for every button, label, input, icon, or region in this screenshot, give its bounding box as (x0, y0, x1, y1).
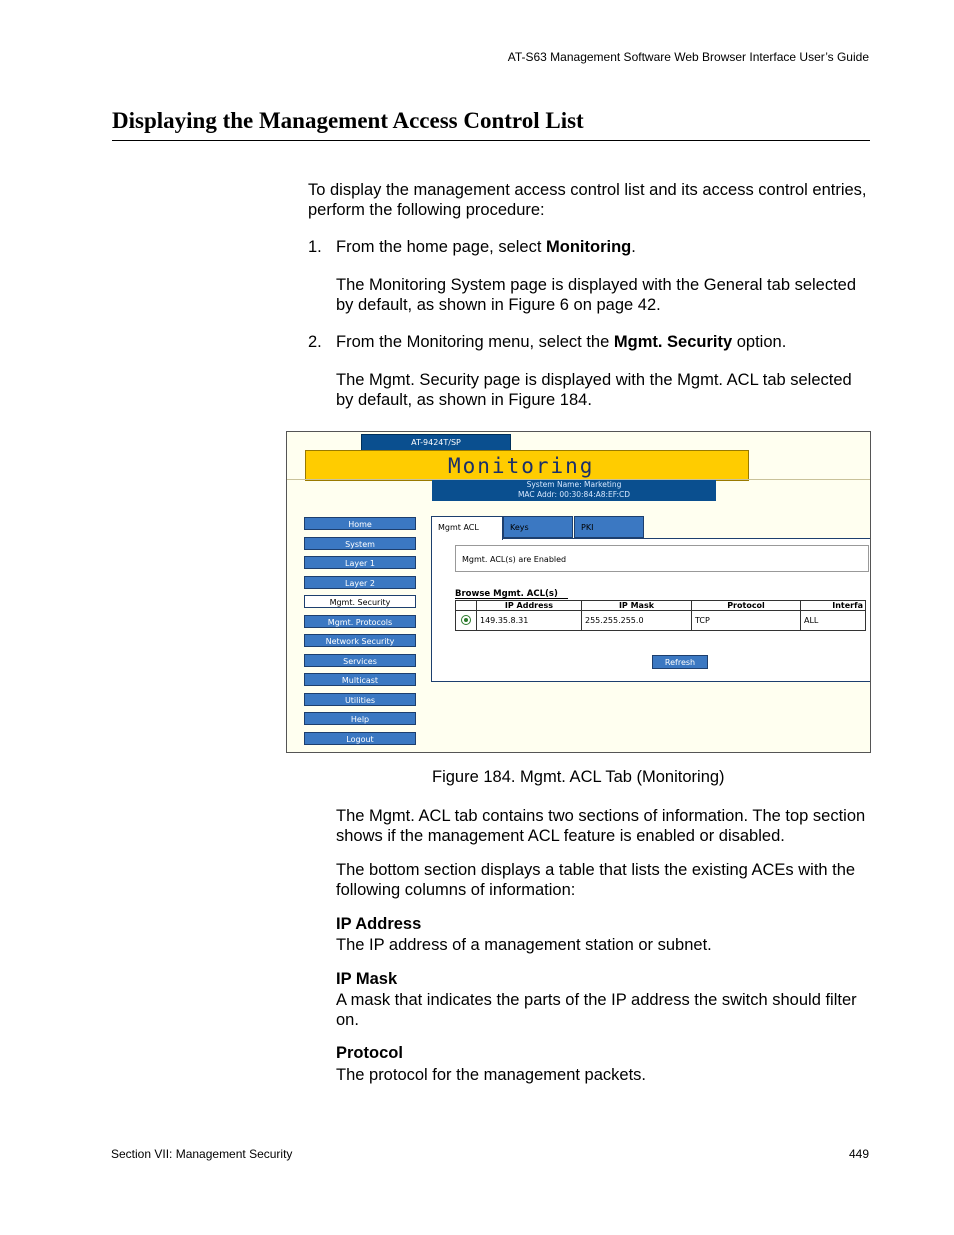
browse-underline (455, 598, 568, 599)
table-row (456, 611, 866, 631)
figure-caption: Figure 184. Mgmt. ACL Tab (Monitoring) (432, 768, 725, 786)
cell-protocol: TCP (692, 611, 801, 631)
mac-address: MAC Addr: 00:30:84:A8:EF:CD (517, 490, 631, 499)
acl-status: Mgmt. ACL(s) are Enabled (455, 545, 869, 572)
nav-layer2[interactable]: Layer 2 (304, 576, 416, 589)
nav-home[interactable]: Home (304, 517, 416, 530)
tab-pki[interactable]: PKI (574, 516, 644, 538)
section-heading: Displaying the Management Access Control List (112, 108, 584, 133)
nav-utilities[interactable]: Utilities (304, 693, 416, 706)
row-select[interactable] (456, 611, 477, 631)
cell-interface: ALL (801, 611, 866, 631)
nav-layer1[interactable]: Layer 1 (304, 556, 416, 569)
tab-keys[interactable]: Keys (503, 516, 573, 538)
document-title: AT-S63 Management Software Web Browser Interface User’s Guide (507, 50, 869, 64)
nav-mgmt-protocols[interactable]: Mgmt. Protocols (304, 615, 416, 628)
column-header: Interfa (801, 601, 866, 611)
banner-title: Monitoring (448, 454, 595, 478)
nav-network-security[interactable]: Network Security (304, 634, 416, 647)
figure-screenshot (286, 431, 871, 753)
cell-ip-address: 149.35.8.31 (477, 611, 582, 631)
nav-help[interactable]: Help (304, 712, 416, 725)
step-text: From the Monitoring menu, select the Mgmt. Security option. (336, 333, 787, 351)
paragraph-bottom-section: The bottom section displays a table that lists the existing ACEs with the following columns of information: (336, 861, 856, 899)
nav-mgmt-security[interactable]: Mgmt. Security (304, 595, 416, 608)
model-label: AT-9424T/SP (361, 434, 511, 451)
page-number: 449 (848, 1147, 869, 1161)
step-number: 2. (308, 333, 322, 351)
column-header: IP Mask (582, 601, 692, 611)
browse-label: Browse Mgmt. ACL(s) (455, 589, 558, 599)
monitoring-banner (305, 450, 749, 481)
step-bold: Monitoring (546, 238, 632, 256)
intro-paragraph: To display the management access control list and its access control entries, perform the following procedure: (308, 181, 867, 219)
paragraph-top-section: The Mgmt. ACL tab contains two sections of information. The top section shows if the management ACL feature is enabled or disabled. (336, 807, 866, 845)
radio-selected-icon[interactable] (461, 615, 471, 625)
cell-ip-mask: 255.255.255.0 (582, 611, 692, 631)
step-bold: Mgmt. Security (613, 333, 733, 351)
column-header: IP Address (477, 601, 582, 611)
desc-ip-address: The IP address of a management station or subnet. (336, 936, 712, 954)
tab-mgmt-acl[interactable]: Mgmt ACL (431, 516, 503, 540)
acl-table (455, 600, 866, 631)
step-result: The Mgmt. Security page is displayed with the Mgmt. ACL tab selected by default, as shown in Figure 184. (336, 371, 852, 409)
nav-multicast[interactable]: Multicast (304, 673, 416, 686)
nav-system[interactable]: System (304, 537, 416, 550)
nav-logout[interactable]: Logout (304, 732, 416, 745)
system-info (432, 480, 716, 501)
select-column-header (456, 601, 477, 611)
step-text: From the home page, select Monitoring. (336, 238, 636, 256)
term-ip-address: IP Address (336, 915, 422, 933)
table-header-row (456, 601, 866, 611)
footer-section: Section VII: Management Security (111, 1147, 293, 1161)
term-ip-mask: IP Mask (336, 970, 398, 988)
system-name: System Name: Marketing (526, 480, 622, 489)
step-result: The Monitoring System page is displayed with the General tab selected by default, as shown in Figure 6 on page 42. (336, 276, 857, 314)
heading-rule (112, 140, 870, 141)
nav-services[interactable]: Services (304, 654, 416, 667)
term-protocol: Protocol (336, 1044, 403, 1062)
desc-protocol: The protocol for the management packets. (336, 1066, 647, 1084)
step-number: 1. (308, 238, 322, 256)
desc-ip-mask: A mask that indicates the parts of the IP address the switch should filter on. (336, 991, 857, 1029)
refresh-button[interactable]: Refresh (652, 655, 708, 669)
column-header: Protocol (692, 601, 801, 611)
